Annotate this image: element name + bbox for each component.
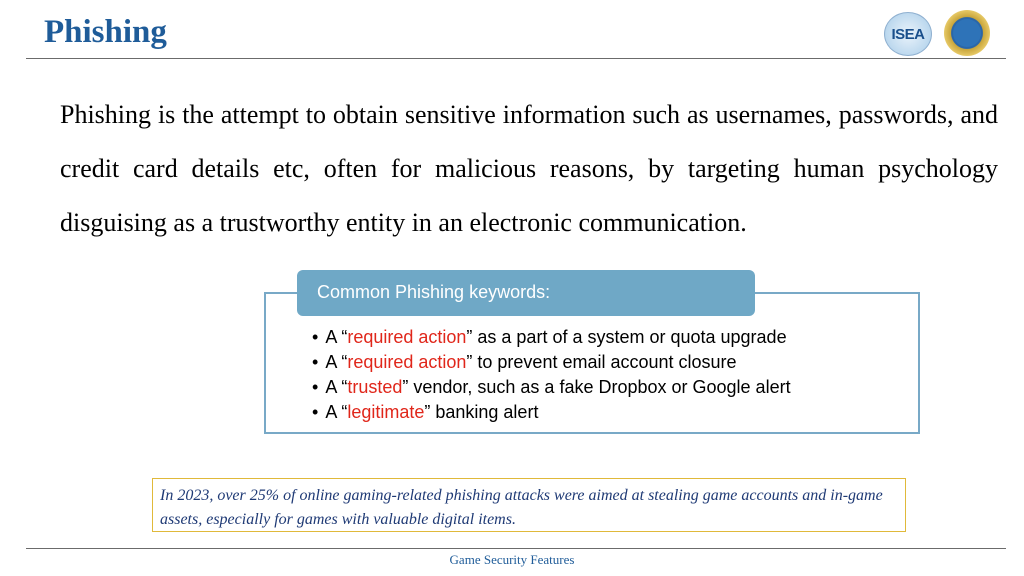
page-title: Phishing bbox=[44, 14, 167, 50]
keyword-highlight: required action bbox=[347, 327, 467, 347]
cdac-logo-icon bbox=[944, 10, 990, 56]
isea-logo-icon bbox=[884, 12, 932, 56]
keywords-list bbox=[312, 325, 912, 425]
definition-paragraph: Phishing is the attempt to obtain sensitive information such as usernames, passwords, and credit card details etc, often for malicious reasons, by targeting human psychology disguising as a trustworthy entity in an electronic communication. bbox=[60, 100, 998, 237]
keyword-highlight: required action bbox=[347, 352, 467, 372]
keyword-item: • A “legitimate” banking alert bbox=[312, 400, 912, 425]
footer-divider bbox=[26, 548, 1006, 549]
keyword-highlight: legitimate bbox=[347, 402, 425, 422]
header-divider bbox=[26, 58, 1006, 59]
keyword-item: • A “required action” to prevent email account closure bbox=[312, 350, 912, 375]
keyword-item: • A “trusted” vendor, such as a fake Dropbox or Google alert bbox=[312, 375, 912, 400]
keyword-highlight: trusted bbox=[347, 377, 403, 397]
statistic-callout: In 2023, over 25% of online gaming-related phishing attacks were aimed at stealing game accounts and in-game assets, especially for games with valuable digital items. bbox=[152, 478, 906, 532]
keyword-item: • A “required action” as a part of a system or quota upgrade bbox=[312, 325, 912, 350]
keywords-header: Common Phishing keywords: bbox=[297, 270, 755, 316]
footer-text: Game Security Features bbox=[449, 552, 575, 567]
cdac-logo-emblem bbox=[953, 19, 981, 47]
isea-logo-text: ISEA bbox=[891, 25, 925, 43]
